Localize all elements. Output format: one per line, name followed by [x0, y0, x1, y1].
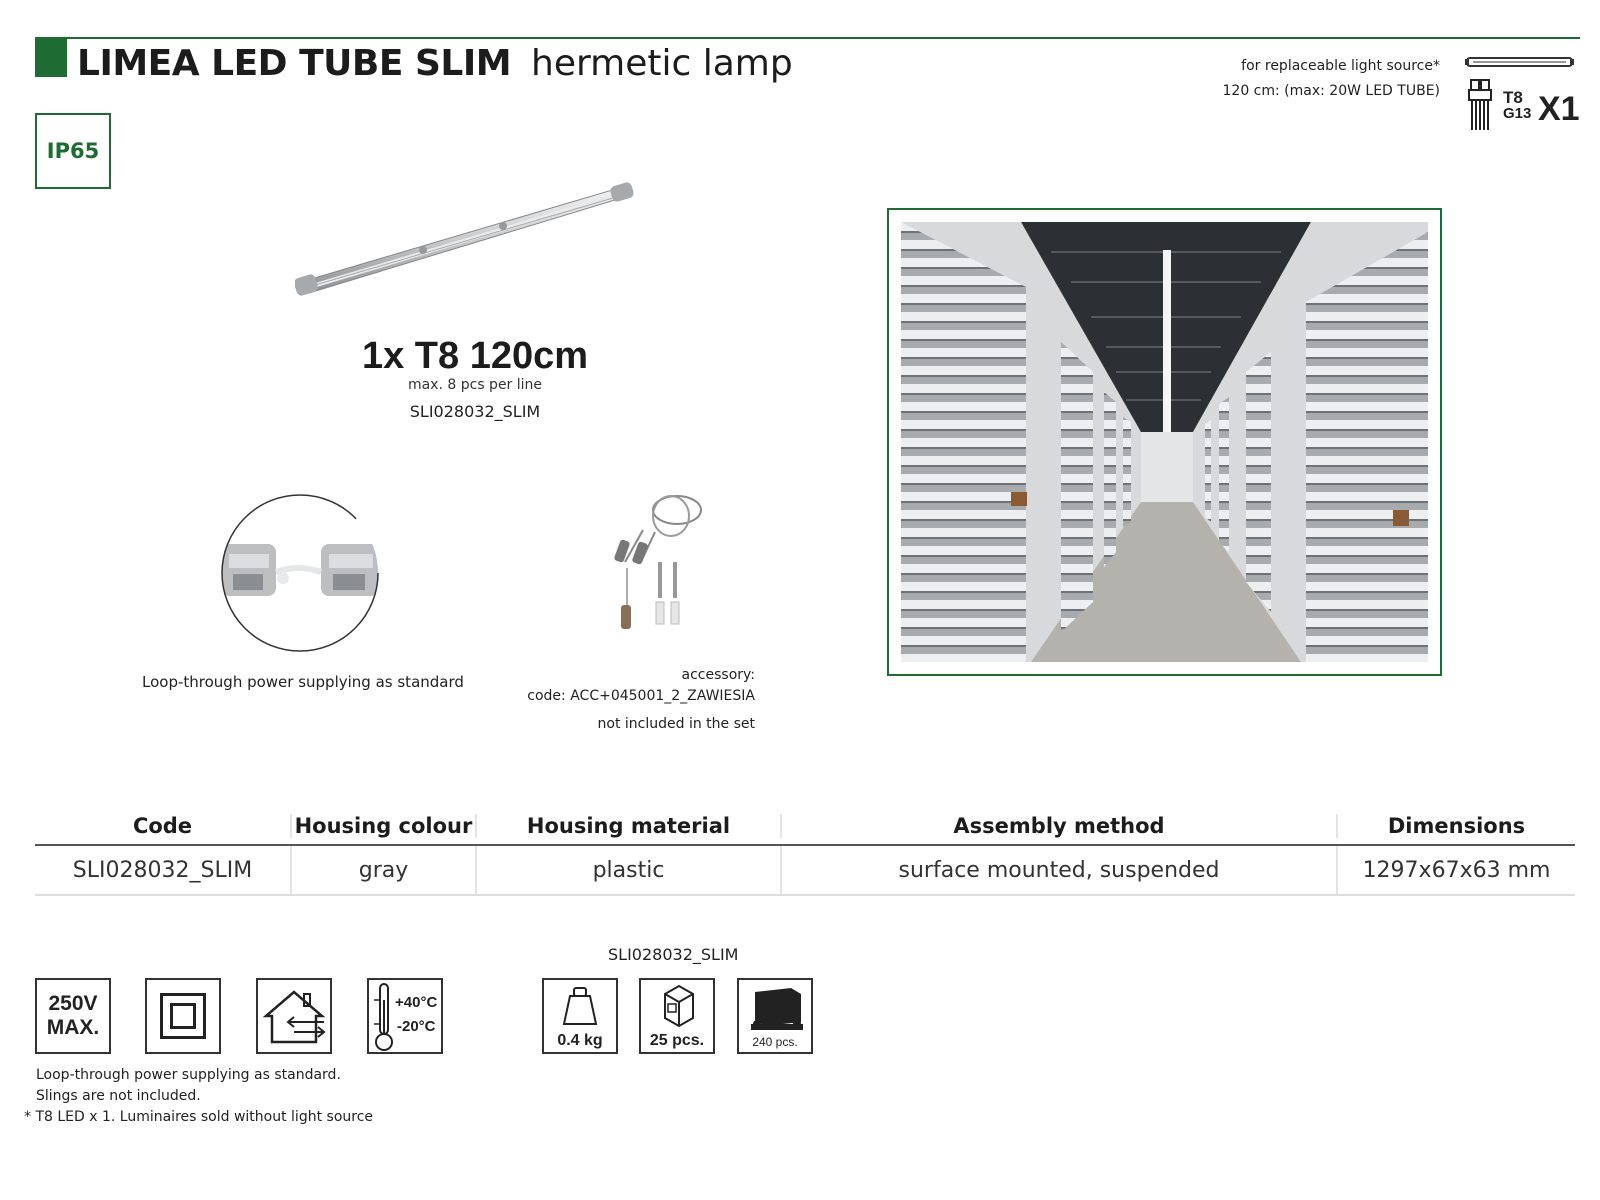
- loop-through-caption: Loop-through power supplying as standard: [142, 673, 464, 691]
- lamp-spec: [330, 335, 620, 393]
- accessory-image: [605, 490, 715, 644]
- temp-high: +40°C: [395, 994, 438, 1011]
- th-code: Code: [35, 814, 292, 838]
- accessory-code: code: ACC+045001_2_ZAWIESIA: [527, 688, 755, 704]
- loop-through-image: [221, 494, 379, 656]
- note-line2: Slings are not included.: [36, 1088, 201, 1104]
- tube-type-icon: [1465, 55, 1580, 139]
- packaging-code: SLI028032_SLIM: [608, 945, 739, 964]
- accessory-label: accessory:: [681, 667, 755, 683]
- product-code: SLI028032_SLIM: [409, 402, 541, 421]
- temp-low: -20°C: [397, 1018, 436, 1035]
- voltage-value: 250V: [48, 992, 98, 1015]
- light-source-info: [1223, 54, 1441, 104]
- pallet-quantity-icon: [737, 978, 813, 1054]
- application-photo-frame: [887, 208, 1442, 676]
- temperature-range-icon: [367, 978, 443, 1054]
- page-title: [77, 44, 793, 84]
- header-rule: [35, 37, 1580, 39]
- storage-corridor-photo: [901, 222, 1428, 662]
- td-housing-colour: gray: [292, 846, 477, 894]
- table-header-row: [35, 808, 1575, 844]
- td-assembly-method: surface mounted, suspended: [782, 846, 1338, 894]
- footnotes: [24, 1065, 373, 1128]
- th-assembly-method: Assembly method: [782, 814, 1338, 838]
- th-housing-material: Housing material: [477, 814, 782, 838]
- box-quantity-value: 25 pcs.: [649, 1032, 705, 1049]
- table-row: [35, 846, 1575, 896]
- pallet-quantity-value: 240 pcs.: [752, 1035, 798, 1049]
- light-source-line1: for replaceable light source*: [1241, 58, 1440, 74]
- spec-table: [35, 808, 1575, 896]
- box-quantity-icon: [639, 978, 715, 1054]
- tube-type-g13: G13: [1503, 105, 1532, 122]
- class-ii-insulation-icon: [145, 978, 221, 1054]
- voltage-max: MAX.: [46, 1016, 100, 1039]
- th-dimensions: Dimensions: [1387, 814, 1526, 838]
- table-header-rule: [35, 844, 1575, 846]
- weight-icon: [542, 978, 618, 1054]
- accessory-note: not included in the set: [597, 716, 755, 732]
- lamp-spec-sub: max. 8 pcs per line: [407, 377, 543, 393]
- title-bold: LIMEA LED TUBE SLIM: [77, 43, 512, 84]
- note-line3: * T8 LED x 1. Luminaires sold without light source: [24, 1109, 374, 1125]
- tube-type-t8: T8: [1503, 88, 1523, 107]
- indoor-use-icon: [256, 978, 332, 1054]
- td-dimensions: 1297x67x63 mm: [1362, 857, 1551, 883]
- lamp-product-image: [295, 178, 640, 307]
- lamp-spec-main: 1x T8 120cm: [361, 335, 589, 377]
- ip-rating-badge: IP65: [35, 113, 111, 189]
- td-housing-material: plastic: [477, 846, 782, 894]
- th-housing-colour: Housing colour: [292, 814, 477, 838]
- brand-block: [35, 37, 67, 77]
- weight-value: 0.4 kg: [557, 1032, 603, 1049]
- accessory-info: [480, 665, 755, 735]
- td-code: SLI028032_SLIM: [35, 846, 292, 894]
- voltage-icon: [35, 978, 111, 1054]
- title-sub: hermetic lamp: [531, 43, 793, 84]
- note-line1: Loop-through power supplying as standard.: [36, 1067, 341, 1083]
- tube-count: X1: [1538, 90, 1580, 128]
- light-source-line2: 120 cm: (max: 20W LED TUBE): [1222, 83, 1440, 99]
